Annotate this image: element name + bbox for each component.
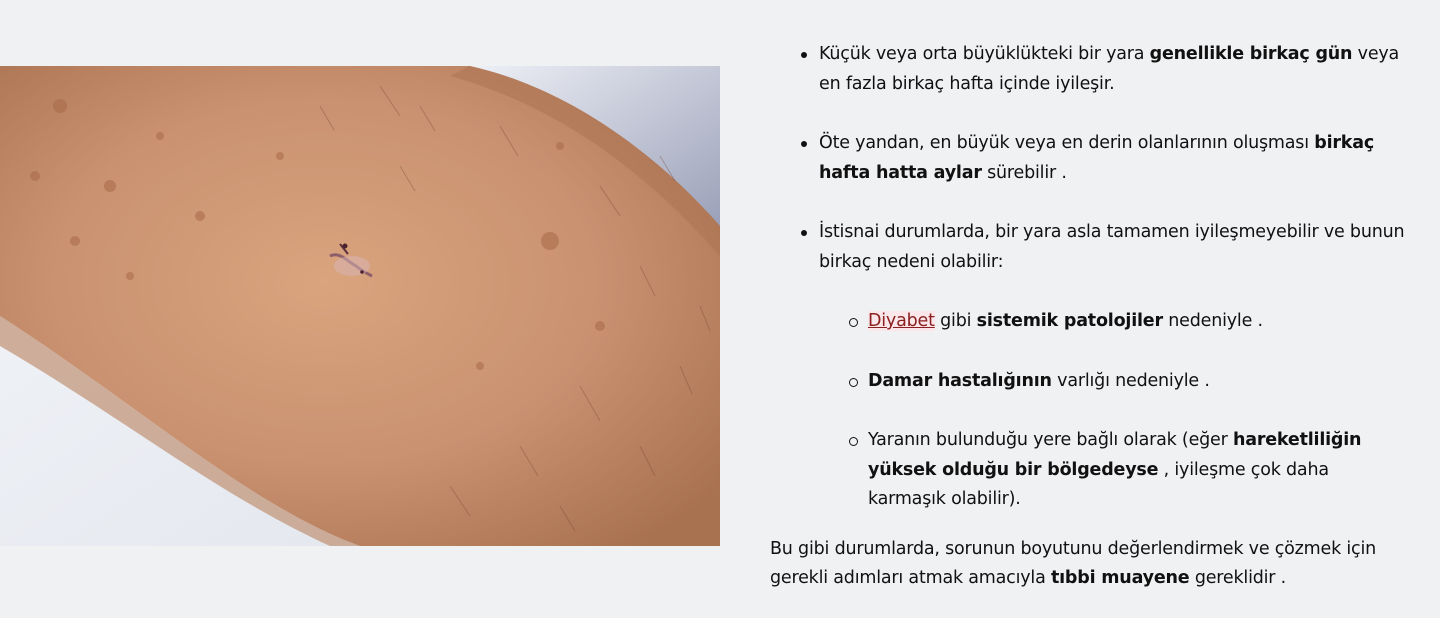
list-item bbox=[819, 129, 1410, 188]
sub-bullet-text: Yaranın bulunduğu yere bağlı olarak (eğer bbox=[868, 430, 1233, 450]
list-item bbox=[819, 40, 1410, 99]
sub-bullet-emphasis: hareketliliğin yüksek olduğu bir bölgedeyse bbox=[868, 430, 1362, 480]
list-item bbox=[819, 218, 1410, 277]
bullet-text: Küçük veya orta büyüklükteki bir yara bbox=[819, 44, 1150, 64]
sub-bullet-emphasis: sistemik patolojiler bbox=[976, 311, 1163, 331]
bullet-text: Öte yandan, en büyük veya en derin olanlarının oluşması bbox=[819, 133, 1315, 153]
bullet-text: veya en fazla birkaç hafta içinde iyileşir. bbox=[819, 44, 1400, 94]
bullet-text: sürebilir . bbox=[981, 162, 1067, 183]
article-text bbox=[770, 40, 1410, 594]
bullet-emphasis: birkaç hafta hatta aylar bbox=[819, 133, 1375, 183]
main-list bbox=[770, 40, 1410, 277]
sub-bullet-text: nedeniyle . bbox=[1162, 311, 1263, 331]
diabetes-link[interactable]: Diyabet bbox=[868, 311, 935, 331]
sub-bullet-emphasis: Damar hastalığının bbox=[868, 370, 1052, 391]
closing-text: gereklidir . bbox=[1189, 568, 1287, 588]
wound-photo bbox=[0, 66, 720, 546]
sub-list bbox=[770, 307, 1410, 515]
closing-emphasis: tıbbi muayene bbox=[1050, 568, 1190, 588]
sub-list-item bbox=[868, 367, 1410, 397]
sub-list-item bbox=[868, 307, 1410, 337]
sub-list-item bbox=[868, 426, 1410, 515]
sub-bullet-text: varlığı nedeniyle . bbox=[1051, 370, 1210, 391]
bullet-text: İstisnai durumlarda, bir yara asla tamamen iyileşmeyebilir ve bunun birkaç nedeni olabilir: bbox=[819, 222, 1405, 272]
closing-paragraph bbox=[770, 535, 1410, 594]
sub-bullet-text: , iyileşme çok daha karmaşık olabilir). bbox=[868, 459, 1329, 509]
wound-photo-image bbox=[0, 66, 720, 546]
bullet-emphasis: genellikle birkaç gün bbox=[1149, 44, 1353, 64]
sub-bullet-text: gibi bbox=[934, 311, 977, 331]
closing-text: Bu gibi durumlarda, sorunun boyutunu değerlendirmek ve çözmek için gerekli adımları atmak amacıyla bbox=[770, 538, 1377, 588]
